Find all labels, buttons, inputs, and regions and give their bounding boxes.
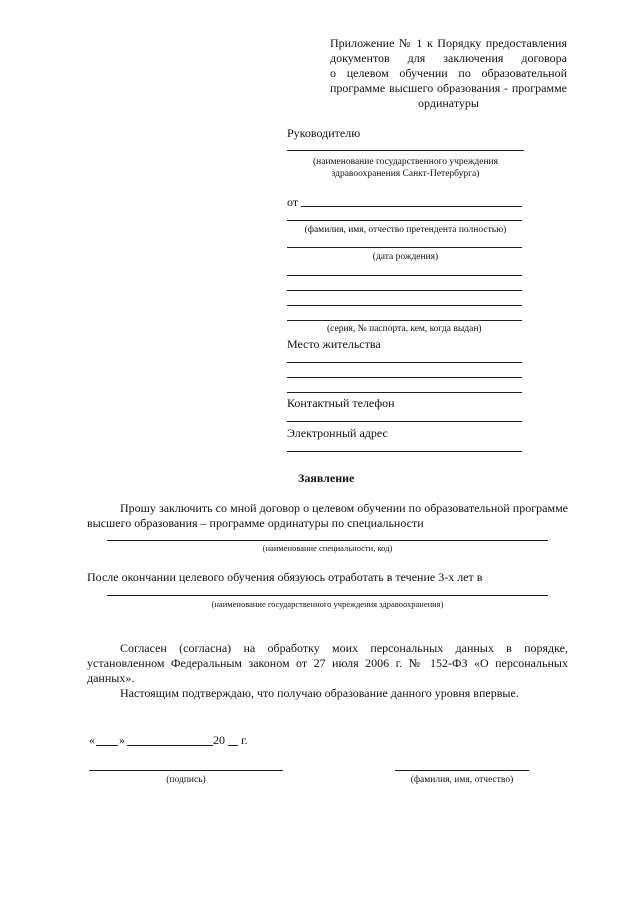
residence-line-2[interactable] xyxy=(287,377,522,378)
fio-caption: (фамилия, имя, отчество претендента полностью) xyxy=(304,225,507,235)
statement-title: Заявление xyxy=(298,471,355,485)
birth-caption: (дата рождения) xyxy=(372,252,439,262)
date-open-quote: « xyxy=(89,733,95,747)
institution-line[interactable] xyxy=(287,150,524,151)
institution-caption-1: (наименование государственного учреждения xyxy=(313,157,498,167)
residence-label: Место жительства xyxy=(287,337,381,351)
year-prefix: 20 xyxy=(213,733,225,747)
passport-line-2[interactable] xyxy=(287,290,522,291)
phone-label: Контактный телефон xyxy=(287,396,395,410)
specialty-line[interactable] xyxy=(107,540,548,541)
obligation-text: После окончании целевого обучения обязуюсь отработать в течение 3-х лет в xyxy=(87,570,483,584)
day-line[interactable] xyxy=(96,745,118,746)
appendix-line-5: ординатуры xyxy=(418,96,479,110)
from-label: от xyxy=(287,195,299,209)
to-head-label: Руководителю xyxy=(287,126,361,140)
passport-line-4[interactable] xyxy=(287,320,522,321)
email-line[interactable] xyxy=(287,451,522,452)
signature-caption: (подпись) xyxy=(166,775,206,785)
residence-line-1[interactable] xyxy=(287,362,522,363)
appendix-line-3: о целевом обучении по образовательной xyxy=(330,66,567,80)
email-label: Электронный адрес xyxy=(287,426,388,440)
appendix-line-4: программе высшего образования - программе xyxy=(330,81,567,95)
birth-line[interactable] xyxy=(287,247,522,248)
passport-line-1[interactable] xyxy=(287,275,522,276)
passport-caption: (серия, № паспорта, кем, когда выдан) xyxy=(327,324,482,334)
date-close-quote: » xyxy=(119,733,125,747)
phone-line[interactable] xyxy=(287,421,522,422)
consent-line-3: данных». xyxy=(87,671,135,685)
confirm-text: Настоящим подтверждаю, что получаю образование данного уровня впервые. xyxy=(120,686,519,700)
appendix-line-1: Приложение № 1 к Порядку предоставления xyxy=(330,36,567,50)
residence-line-3[interactable] xyxy=(287,392,522,393)
consent-line-1: Согласен (согласна) на обработку моих персональных данных в порядке, xyxy=(120,641,568,655)
appendix-line-2: документов для заключения договора xyxy=(330,51,567,65)
name-caption: (фамилия, имя, отчество) xyxy=(410,775,514,785)
month-line[interactable] xyxy=(127,745,213,746)
year-suffix: г. xyxy=(241,733,248,747)
request-line-1: Прошу заключить со мной договор о целевом обучении по образовательной программе xyxy=(120,501,568,515)
employer-line[interactable] xyxy=(107,595,548,596)
institution-caption-2: здравоохранения Санкт-Петербурга) xyxy=(331,169,480,179)
passport-line-3[interactable] xyxy=(287,305,522,306)
from-line[interactable] xyxy=(301,206,522,207)
employer-caption: (наименование государственного учреждения здравоохранения) xyxy=(211,599,444,609)
specialty-caption: (наименование специальности, код) xyxy=(262,543,393,553)
year-line[interactable] xyxy=(228,745,238,746)
request-line-2: высшего образования – программе ординатуры по специальности xyxy=(87,516,424,530)
signature-line[interactable] xyxy=(89,770,283,771)
fio-line[interactable] xyxy=(287,220,522,221)
consent-line-2: установленном Федеральным законом от 27 июля 2006 г. № 152-ФЗ «О персональных xyxy=(87,656,568,670)
name-line[interactable] xyxy=(395,770,529,771)
